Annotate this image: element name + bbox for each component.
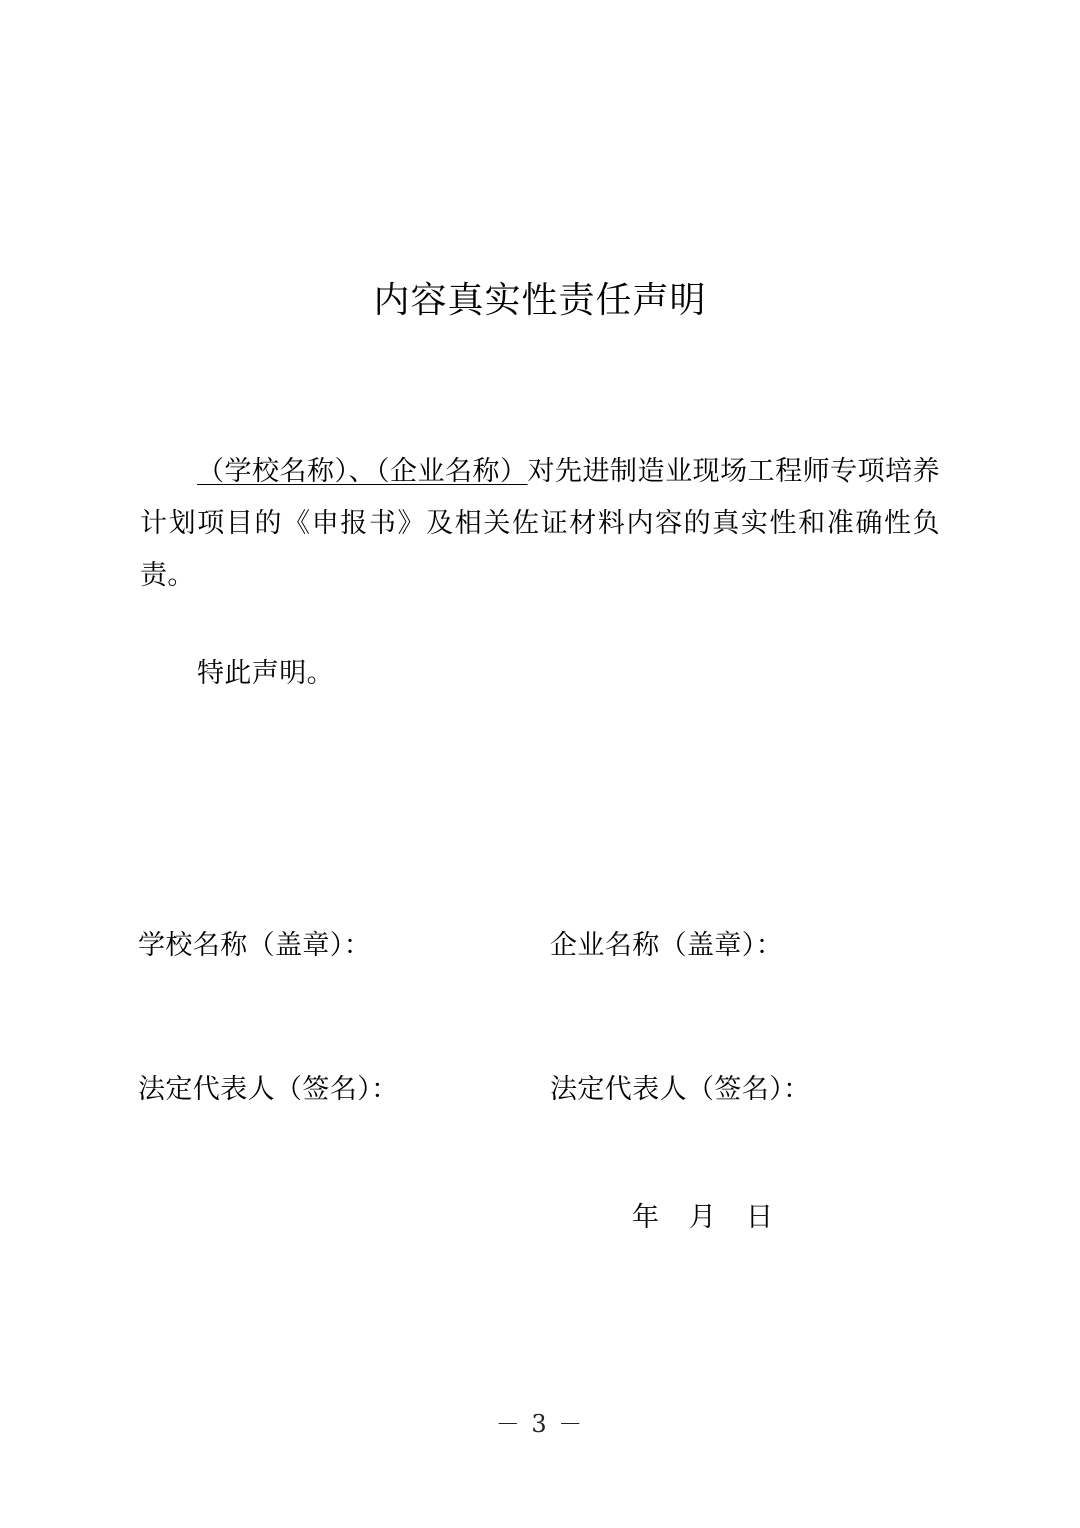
declaration-text: 对先进制造业现场工程师专项培养计划项目的《申报书》及相关佐证材料内容的真实性和准确性负责。 bbox=[140, 456, 940, 591]
company-seal-label: 企业名称（盖章）： bbox=[550, 930, 784, 961]
date-year-label: 年 bbox=[632, 1202, 659, 1233]
page-title: 内容真实性责任声明 bbox=[373, 280, 707, 321]
declaration-paragraph bbox=[140, 446, 940, 602]
date-month-label: 月 bbox=[689, 1202, 716, 1233]
school-representative-label: 法定代表人（签名）： bbox=[138, 1074, 399, 1105]
date-day-label: 日 bbox=[746, 1202, 773, 1233]
company-representative-label: 法定代表人（签名）： bbox=[550, 1074, 811, 1105]
date-line bbox=[632, 1196, 773, 1240]
declaration-subjects: （学校名称）、（企业名称） bbox=[197, 456, 528, 487]
closing-statement: 特此声明。 bbox=[197, 658, 334, 689]
school-seal-label: 学校名称（盖章）： bbox=[138, 930, 372, 961]
page-number: － 3 － bbox=[495, 1410, 585, 1438]
